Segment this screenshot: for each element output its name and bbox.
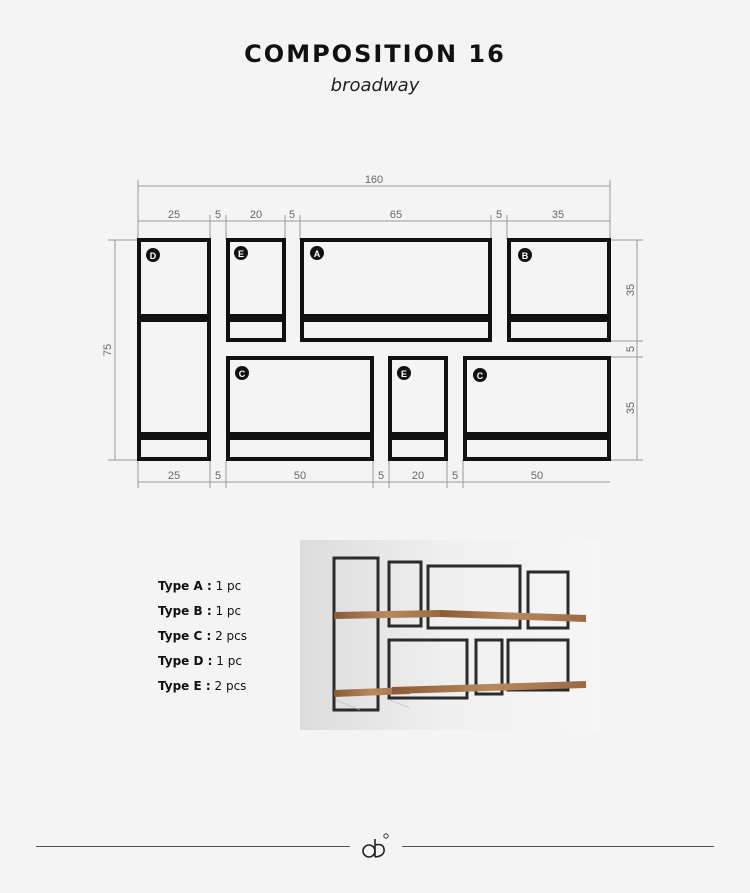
dim-bottom-3: 50 (293, 470, 307, 482)
badge-label: C (238, 369, 246, 379)
footer-divider-right (402, 846, 714, 847)
dim-height: 75 (102, 343, 114, 357)
product-photo (300, 540, 600, 730)
legend-row-c (158, 626, 247, 651)
dim-top-3: 20 (249, 209, 263, 221)
dim-bottom-7: 50 (530, 470, 544, 482)
dim-right-1: 35 (625, 283, 637, 297)
dim-right-3: 35 (625, 401, 637, 415)
legend-row-a (158, 576, 247, 601)
dim-bottom-6: 5 (451, 470, 459, 482)
footer-divider-left (36, 846, 350, 847)
frame-c-left (228, 358, 372, 459)
legend-type: Type A : (158, 579, 212, 593)
legend-type: Type B : (158, 604, 212, 618)
legend-type: Type E : (158, 679, 211, 693)
page-title: COMPOSITION 16 (244, 40, 506, 68)
badge-label: B (521, 251, 529, 261)
dim-top-5: 65 (389, 209, 403, 221)
dim-bottom-5: 20 (411, 470, 425, 482)
badge-label: A (313, 249, 321, 259)
frame-d (139, 240, 209, 459)
badge-label: C (476, 371, 484, 381)
shelf-frames (139, 240, 609, 459)
dim-top-2: 5 (214, 209, 222, 221)
legend-qty: 2 pcs (215, 629, 248, 643)
badge-label: D (149, 251, 157, 261)
legend-type: Type C : (158, 629, 212, 643)
legend-row-d (158, 651, 247, 676)
legend-qty: 2 pcs (214, 679, 247, 693)
legend-type: Type D : (158, 654, 213, 668)
badge-label: E (400, 369, 408, 379)
legend-row-e (158, 676, 247, 701)
legend-qty: 1 pc (215, 579, 242, 593)
dim-bottom-1: 25 (167, 470, 181, 482)
type-legend (158, 576, 247, 701)
legend-qty: 1 pc (216, 654, 242, 668)
brand-logo (358, 831, 394, 861)
legend-row-b (158, 601, 247, 626)
dim-bottom-4: 5 (377, 470, 385, 482)
badge-label: E (237, 249, 245, 259)
legend-qty: 1 pc (215, 604, 242, 618)
dim-top-7: 35 (551, 209, 565, 221)
frame-a (302, 240, 490, 340)
dim-bottom-2: 5 (214, 470, 222, 482)
dim-top-6: 5 (495, 209, 503, 221)
dimension-lines (108, 180, 643, 488)
dim-top-4: 5 (288, 209, 296, 221)
page-subtitle: broadway (330, 75, 420, 96)
dim-right-2: 5 (625, 345, 637, 353)
dim-top-1: 25 (167, 209, 181, 221)
dim-total-width: 160 (364, 174, 384, 186)
